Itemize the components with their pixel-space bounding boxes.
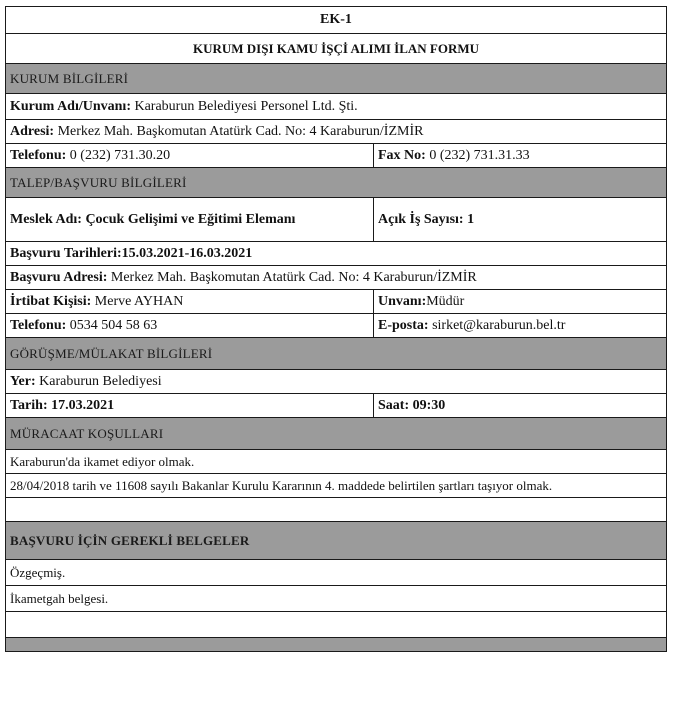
document-item: Özgeçmiş. — [10, 564, 66, 580]
interview-place — [6, 370, 666, 393]
kurum-fax-label: Fax No: — [378, 147, 426, 163]
section-gorusme-header — [5, 338, 667, 370]
kurum-address-label: Adresi: — [10, 123, 55, 139]
interview-place-value: Karaburun Belediyesi — [39, 373, 162, 389]
interview-date-text: Tarih: 17.03.2021 — [10, 397, 115, 413]
next-section-header — [5, 638, 667, 652]
contact-phone — [6, 314, 374, 337]
kurum-name — [6, 94, 666, 119]
contact-person-value: Merve AYHAN — [94, 293, 184, 309]
gorusme-place-row — [5, 370, 667, 394]
job-announcement-form — [5, 6, 667, 652]
contact-email-label: E-posta: — [378, 317, 429, 333]
section-kosullar-header — [5, 418, 667, 450]
kurum-phone-value: 0 (232) 731.30.20 — [69, 147, 171, 163]
application-address-value: Merkez Mah. Başkomutan Atatürk Cad. No: 4 Karaburun/İZMİR — [110, 269, 477, 285]
kurum-address-row — [5, 120, 667, 144]
document-row — [5, 586, 667, 612]
kurum-fax — [374, 144, 666, 167]
form-title-row — [5, 34, 667, 64]
contact-person — [6, 290, 374, 313]
open-positions-text: Açık İş Sayısı: 1 — [378, 211, 475, 227]
kurum-phone-row — [5, 144, 667, 168]
talep-job-row — [5, 198, 667, 242]
next-section-cell — [6, 638, 666, 651]
empty-row — [5, 612, 667, 638]
interview-date — [6, 394, 374, 417]
contact-email-value: sirket@karaburun.bel.tr — [432, 317, 566, 333]
section-kurum-header — [5, 64, 667, 94]
kurum-address-value: Merkez Mah. Başkomutan Atatürk Cad. No: 4 Karaburun/İZMİR — [57, 123, 424, 139]
gorusme-datetime-row — [5, 394, 667, 418]
contact-title-label: Unvanı: — [378, 293, 427, 309]
interview-place-label: Yer: — [10, 373, 36, 389]
kurum-name-label: Kurum Adı/Unvanı: — [10, 98, 131, 114]
document-item: İkametgah belgesi. — [10, 590, 109, 606]
application-dates — [6, 242, 666, 265]
open-positions — [374, 198, 666, 241]
condition-item: 28/04/2018 tarih ve 11608 sayılı Bakanlar Kurulu Kararının 4. maddede belirtilen şartları taşıyor olmak. — [10, 477, 553, 493]
document-row — [5, 560, 667, 586]
contact-title — [374, 290, 666, 313]
section-belgeler-header — [5, 522, 667, 560]
empty-cell — [6, 612, 666, 637]
application-address — [6, 266, 666, 289]
kurum-address — [6, 120, 666, 143]
form-title: KURUM DIŞI KAMU İŞÇİ ALIMI İLAN FORMU — [192, 40, 479, 56]
empty-row — [5, 498, 667, 522]
contact-title-value: Müdür — [426, 293, 465, 309]
job-name-text: Meslek Adı: Çocuk Gelişimi ve Eğitimi Elemanı — [10, 211, 296, 227]
kurum-phone — [6, 144, 374, 167]
kurum-fax-value: 0 (232) 731.31.33 — [429, 147, 530, 163]
section-title-kurum: KURUM BİLGİLERİ — [10, 70, 129, 86]
section-title-gorusme: GÖRÜŞME/MÜLAKAT BİLGİLERİ — [10, 345, 213, 361]
empty-cell — [6, 498, 666, 521]
section-talep-header — [5, 168, 667, 198]
application-dates-text: Başvuru Tarihleri:15.03.2021-16.03.2021 — [10, 245, 253, 261]
talep-address-row — [5, 266, 667, 290]
job-name — [6, 198, 374, 241]
contact-email — [374, 314, 666, 337]
section-title-belgeler: BAŞVURU İÇİN GEREKLİ BELGELER — [10, 532, 250, 548]
condition-row — [5, 450, 667, 474]
section-title-talep: TALEP/BAŞVURU BİLGİLERİ — [10, 174, 187, 190]
talep-dates-row — [5, 242, 667, 266]
kurum-phone-label: Telefonu: — [10, 147, 67, 163]
form-code: EK-1 — [320, 12, 352, 27]
form-code-row — [5, 6, 667, 34]
interview-time — [374, 394, 666, 417]
section-title-kosullar: MÜRACAAT KOŞULLARI — [10, 425, 164, 441]
kurum-name-value: Karaburun Belediyesi Personel Ltd. Şti. — [134, 98, 358, 114]
condition-row — [5, 474, 667, 498]
contact-phone-label: Telefonu: — [10, 317, 67, 333]
interview-time-text: Saat: 09:30 — [378, 397, 446, 413]
application-address-label: Başvuru Adresi: — [10, 269, 108, 285]
contact-phone-value: 0534 504 58 63 — [69, 317, 158, 333]
kurum-name-row — [5, 94, 667, 120]
contact-person-label: İrtibat Kişisi: — [10, 293, 92, 309]
condition-item: Karaburun'da ikamet ediyor olmak. — [10, 453, 195, 469]
talep-phone-row — [5, 314, 667, 338]
talep-contact-row — [5, 290, 667, 314]
